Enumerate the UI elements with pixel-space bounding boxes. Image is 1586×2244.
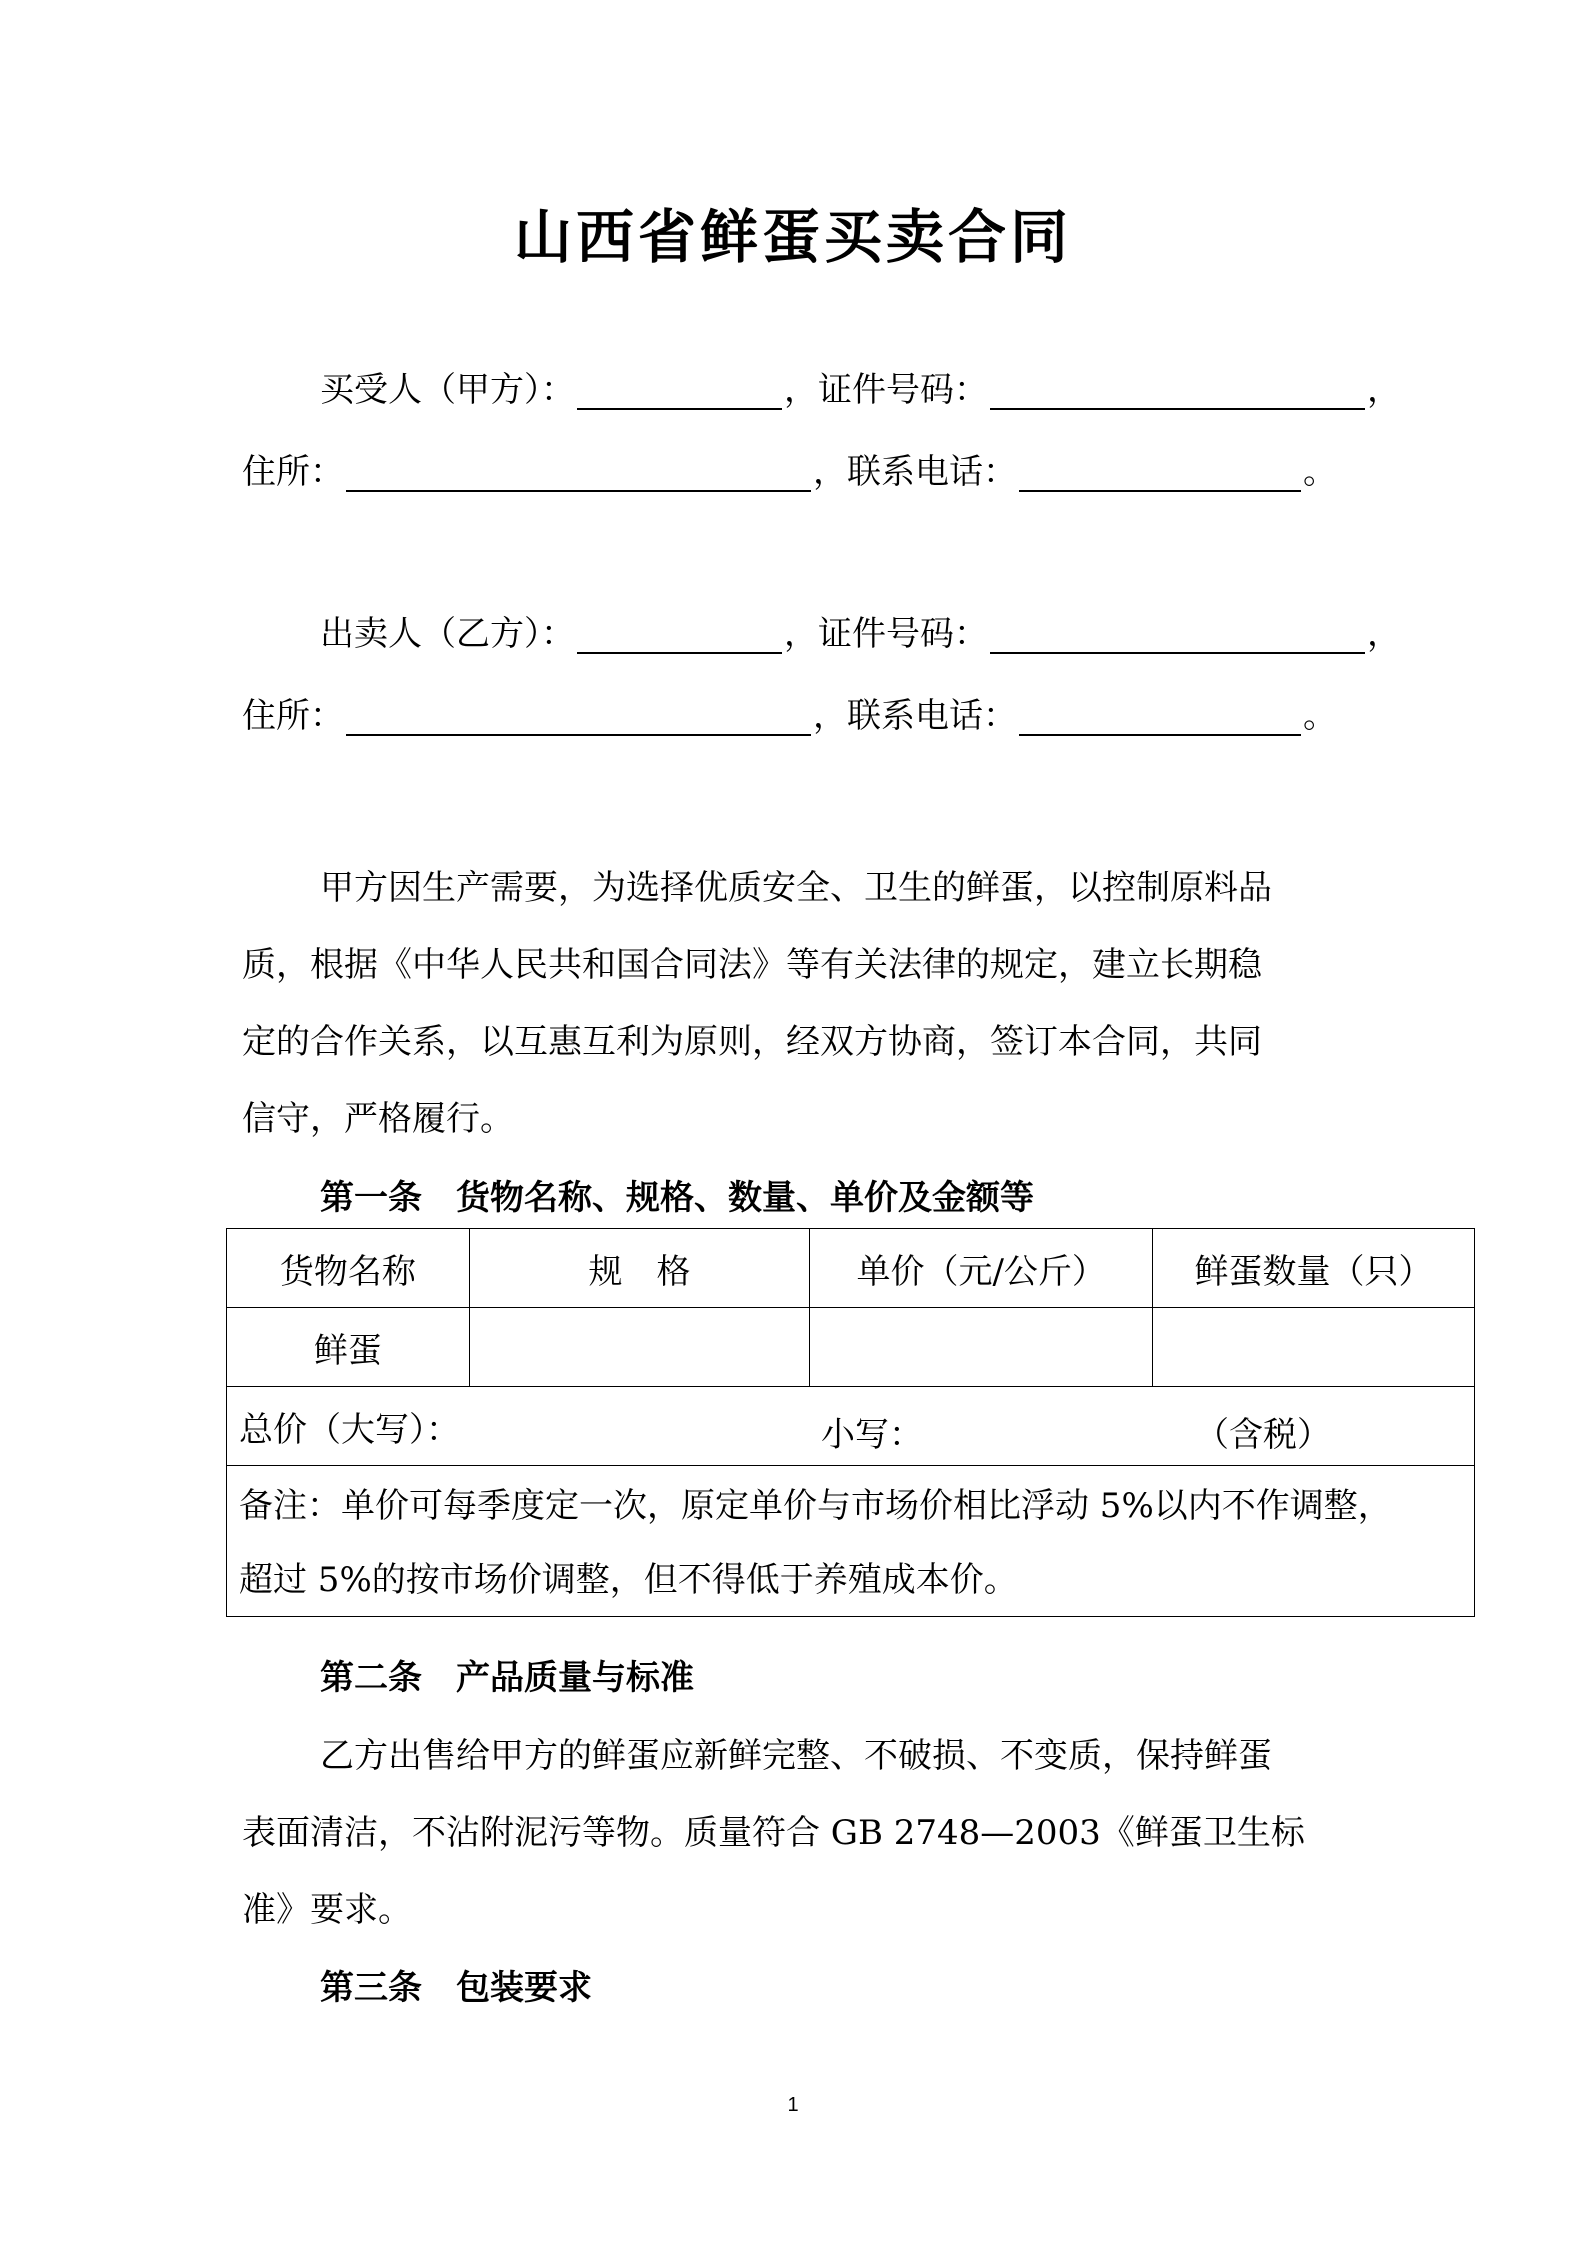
- seller-id-field[interactable]: [990, 622, 1365, 654]
- article-2-line-1: 乙方出售给甲方的鲜蛋应新鲜完整、不破损、不变质，保持鲜蛋: [320, 1736, 1272, 1776]
- document-title: 山西省鲜蛋买卖合同: [513, 203, 1072, 271]
- note-line-2: 超过 5%的按市场价调整，但不得低于养殖成本价。: [239, 1560, 1018, 1600]
- intro-line-3: 定的合作关系，以互惠互利为原则，经双方协商，签订本合同，共同: [242, 1022, 1262, 1062]
- total-cell[interactable]: [227, 1387, 1475, 1466]
- header-goods-name: 货物名称: [227, 1229, 470, 1308]
- article-2-line-3: 准》要求。: [242, 1890, 412, 1930]
- buyer-phone-field[interactable]: [1019, 460, 1301, 492]
- cell-quantity[interactable]: [1153, 1308, 1475, 1387]
- header-spec: 规 格: [469, 1229, 809, 1308]
- buyer-id-label: ，证件号码：: [784, 370, 988, 410]
- table-row: [227, 1308, 1475, 1387]
- seller-label: 出卖人（乙方）：: [320, 614, 575, 654]
- note-row: [227, 1466, 1475, 1617]
- seller-address-line: [242, 696, 1337, 736]
- article-1-heading: 第一条 货物名称、规格、数量、单价及金额等: [320, 1178, 1034, 1218]
- intro-line-4: 信守，严格履行。: [242, 1099, 514, 1139]
- intro-line-2: 质，根据《中华人民共和国合同法》等有关法律的规定，建立长期稳: [242, 945, 1262, 985]
- article-2-line-2: 表面清洁，不沾附泥污等物。质量符合 GB 2748—2003《鲜蛋卫生标: [242, 1813, 1305, 1853]
- buyer-label: 买受人（甲方）：: [320, 370, 575, 410]
- seller-id-label: ，证件号码：: [784, 614, 988, 654]
- total-daxie-label: 总价（大写）：: [239, 1409, 460, 1450]
- header-unit-price: 单价（元/公斤）: [810, 1229, 1153, 1308]
- buyer-id-field[interactable]: [990, 378, 1365, 410]
- article-2-heading: 第二条 产品质量与标准: [320, 1658, 694, 1698]
- note-cell: [227, 1466, 1475, 1617]
- seller-phone-field[interactable]: [1019, 704, 1301, 736]
- seller-comma: ，: [1367, 614, 1401, 654]
- table-header-row: [227, 1229, 1475, 1308]
- page-number: 1: [787, 2094, 799, 2116]
- note-line-1: 备注：单价可每季度定一次，原定单价与市场价相比浮动 5%以内不作调整，: [239, 1486, 1392, 1526]
- total-xiaoxie-label: 小写：: [821, 1415, 923, 1455]
- cell-spec[interactable]: [469, 1308, 809, 1387]
- header-quantity: 鲜蛋数量（只）: [1153, 1229, 1475, 1308]
- seller-name-field[interactable]: [577, 622, 782, 654]
- seller-address-field[interactable]: [346, 704, 811, 736]
- buyer-comma: ，: [1367, 370, 1401, 410]
- cell-unit-price[interactable]: [810, 1308, 1153, 1387]
- buyer-line: [320, 370, 1401, 410]
- total-row: [227, 1387, 1475, 1466]
- intro-line-1: 甲方因生产需要，为选择优质安全、卫生的鲜蛋，以控制原料品: [320, 868, 1272, 908]
- seller-period: 。: [1303, 696, 1337, 736]
- buyer-period: 。: [1303, 452, 1337, 492]
- article-3-heading: 第三条 包装要求: [320, 1968, 592, 2008]
- seller-address-label: 住所：: [242, 696, 344, 736]
- buyer-address-field[interactable]: [346, 460, 811, 492]
- total-tax-label: （含税）: [1195, 1415, 1331, 1455]
- buyer-phone-label: ，联系电话：: [813, 452, 1017, 492]
- seller-line: [320, 614, 1401, 654]
- seller-phone-label: ，联系电话：: [813, 696, 1017, 736]
- buyer-name-field[interactable]: [577, 378, 782, 410]
- goods-table: [226, 1228, 1475, 1617]
- buyer-address-label: 住所：: [242, 452, 344, 492]
- buyer-address-line: [242, 452, 1337, 492]
- cell-goods-name: 鲜蛋: [227, 1308, 470, 1387]
